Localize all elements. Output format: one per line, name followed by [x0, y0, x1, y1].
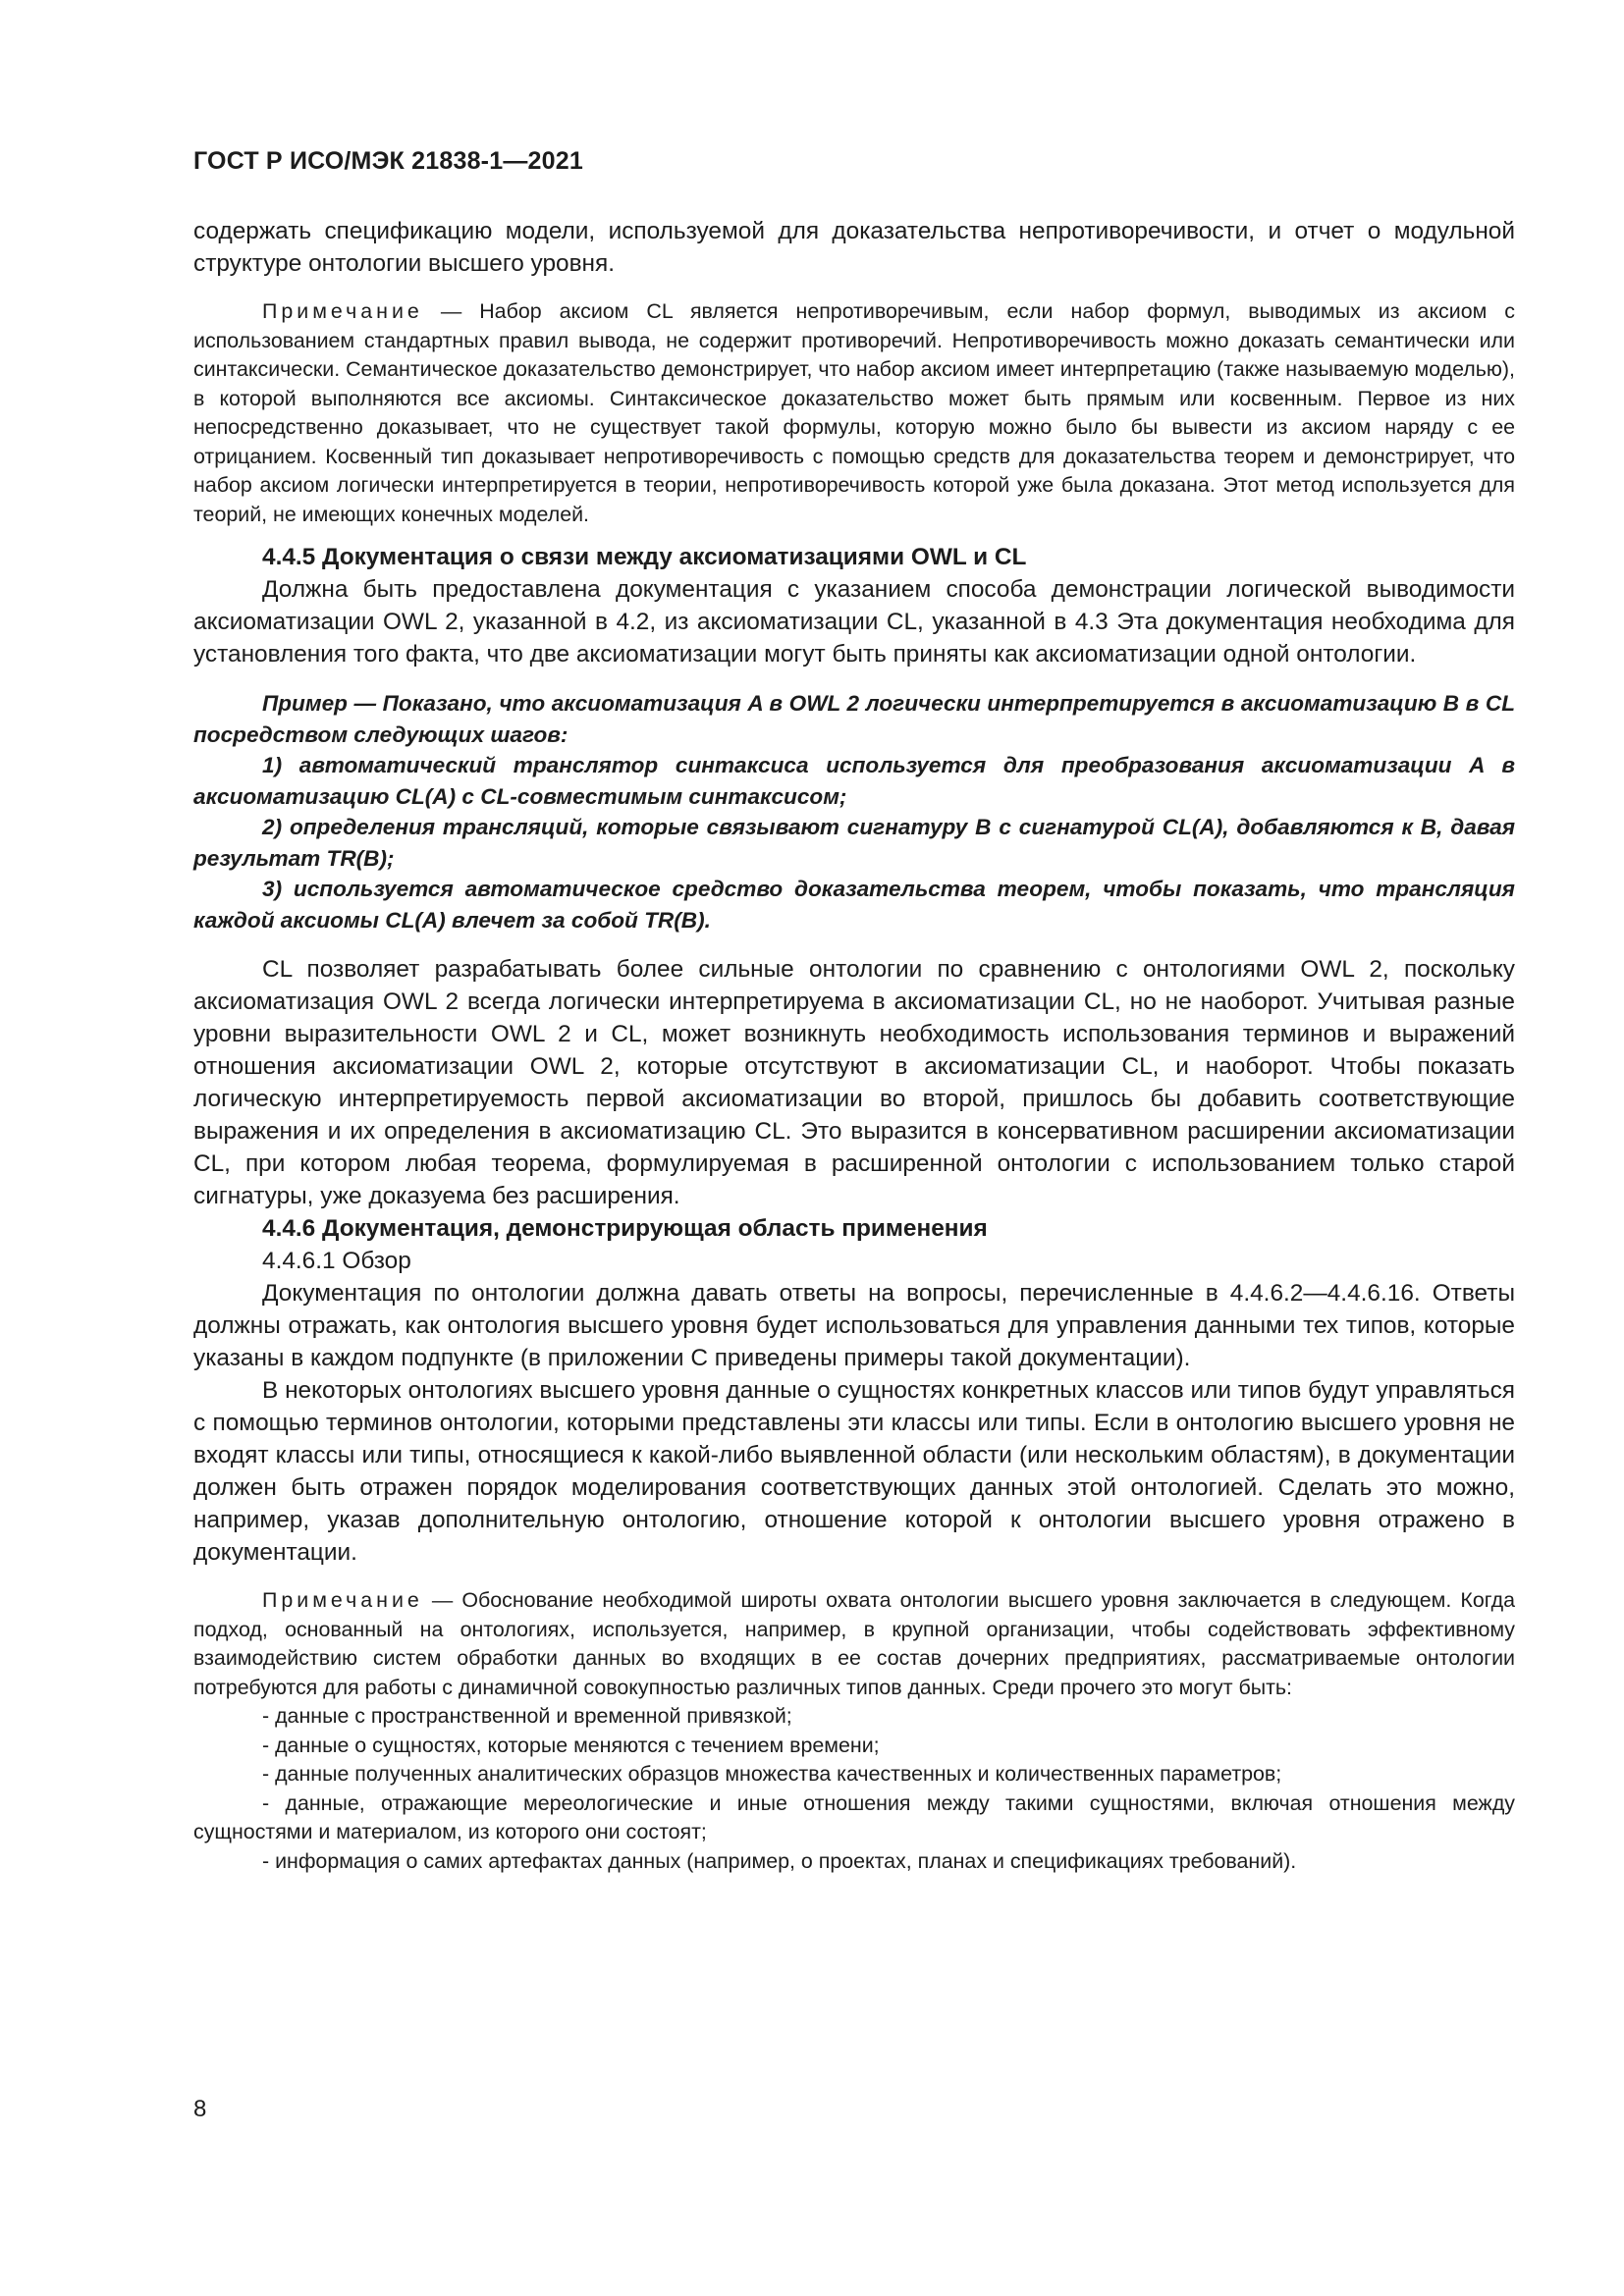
note-paragraph-2: [193, 1586, 1515, 1702]
example-step-1: 1) автоматический транслятор синтаксиса используется для преобразования аксиоматизации A в аксиоматизацию CL(A) с CL-совместимым синтаксисом;: [193, 753, 1515, 809]
section-heading-4-4-5: 4.4.5 Документация о связи между аксиоматизациями OWL и CL: [262, 544, 1027, 570]
list-item: - данные с пространственной и временной привязкой;: [262, 1704, 792, 1728]
note-text: — Набор аксиом CL является непротиворечивым, если набор формул, выводимых из аксиом с использованием стандартных правил вывода, не содержит противоречий. Непротиворечивость можно доказать семантически или синтаксически. Семантическое доказательство демонстрирует, что набор аксиом имеет интерпретацию (также называемую моделью), в которой выполняются все аксиомы. Синтаксическое доказательство может быть прямым или косвенным. Первое из них непосредственно доказывает, что не существует такой формулы, которую можно было бы вывести из аксиом наряду с ее отрицанием. Косвенный тип доказывает непротиворечивость с помощью средств для доказательства теорем и демонстрирует, что набор аксиом логически интерпретируется в теории, непротиворечивость которой уже была доказана. Этот метод используется для теорий, не имеющих конечных моделей.: [193, 299, 1515, 526]
example-step-3: 3) используется автоматическое средство доказательства теорем, чтобы показать, что трансляция каждой аксиомы CL(A) влечет за собой TR(B).: [193, 877, 1515, 933]
document-header: ГОСТ Р ИСО/МЭК 21838-1—2021: [193, 147, 583, 175]
paragraph-documentation-answers: Документация по онтологии должна давать ответы на вопросы, перечисленные в 4.4.6.2—4.4.6.16. Ответы должны отражать, как онтология высшего уровня будет использоваться для управления данными тех типов, которые указаны в каждом подпункте (в приложении С приведены примеры такой документации).: [193, 1280, 1515, 1371]
note-label-2: Примечание: [262, 1588, 423, 1612]
example-step-2: 2) определения трансляций, которые связывают сигнатуру B с сигнатурой CL(A), добавляются к B, давая результат TR(B);: [193, 815, 1515, 871]
paragraph-documentation: Должна быть предоставлена документация с указанием способа демонстрации логической выводимости аксиоматизации OWL 2, указанной в 4.2, из аксиоматизации CL, указанной в 4.3 Эта документация необходима для установления того факта, что две аксиоматизации могут быть приняты как аксиоматизации одной онтологии.: [193, 576, 1515, 667]
list-item: - данные, отражающие мереологические и иные отношения между такими сущностями, включая отношения между сущностями и материалом, из которого они состоят;: [193, 1790, 1515, 1843]
paragraph-continuation: содержать спецификацию модели, используемой для доказательства непротиворечивости, и отчет о модульной структуре онтологии высшего уровня.: [193, 218, 1515, 277]
list-item: - данные о сущностях, которые меняются с течением времени;: [262, 1733, 880, 1757]
list-item: - данные полученных аналитических образцов множества качественных и количественных параметров;: [262, 1762, 1282, 1786]
paragraph-cl-ontologies: CL позволяет разрабатывать более сильные онтологии по сравнению с онтологиями OWL 2, поскольку аксиоматизация OWL 2 всегда логически интерпретируема в аксиоматизации CL, но не наоборот. Учитывая разные уровни выразительности OWL 2 и CL, может возникнуть необходимость использования терминов и выражений отношения аксиоматизации OWL 2, которые отсутствуют в аксиоматизации CL, и наоборот. Чтобы показать логическую интерпретируемость первой аксиоматизации во второй, пришлось бы добавить соответствующие выражения и их определения в аксиоматизацию CL. Это выразится в консервативном расширении аксиоматизации CL, при котором любая теорема, формулируемая в расширенной онтологии с использованием только старой сигнатуры, уже доказуема без расширения.: [193, 956, 1515, 1209]
note-label: Примечание: [262, 299, 423, 323]
note-text-2: — Обоснование необходимой широты охвата онтологии высшего уровня заключается в следующем. Когда подход, основанный на онтологиях, используется, например, в крупной организации, чтобы содействовать эффективному взаимодействию систем обработки данных во входящих в ее состав дочерних предприятиях, рассматриваемые онтологии потребуются для работы с динамичной совокупностью различных типов данных. Среди прочего это могут быть:: [193, 1588, 1515, 1699]
example-intro: Пример — Показано, что аксиоматизация A в OWL 2 логически интерпретируется в аксиоматизацию B в CL посредством следующих шагов:: [193, 691, 1515, 747]
note-paragraph: [193, 297, 1515, 529]
section-heading-4-4-6: 4.4.6 Документация, демонстрирующая область применения: [262, 1215, 988, 1242]
subsection-heading-4-4-6-1: 4.4.6.1 Обзор: [262, 1248, 411, 1274]
page-content: [193, 147, 1515, 1876]
list-item: - информация о самих артефактах данных (например, о проектах, планах и спецификациях требований).: [262, 1848, 1297, 1873]
page-number: 8: [193, 2096, 207, 2122]
paragraph-upper-level-ontologies: В некоторых онтологиях высшего уровня данные о сущностях конкретных классов или типов будут управляться с помощью терминов онтологии, которыми представлены эти классы или типы. Если в онтологию высшего уровня не входят классы или типы, относящиеся к какой-либо выявленной области (или нескольким областям), в документации должен быть отражен порядок моделирования соответствующих данных этой онтологией. Сделать это можно, например, указав дополнительную онтологию, отношение которой к онтологии высшего уровня отражено в документации.: [193, 1377, 1515, 1566]
